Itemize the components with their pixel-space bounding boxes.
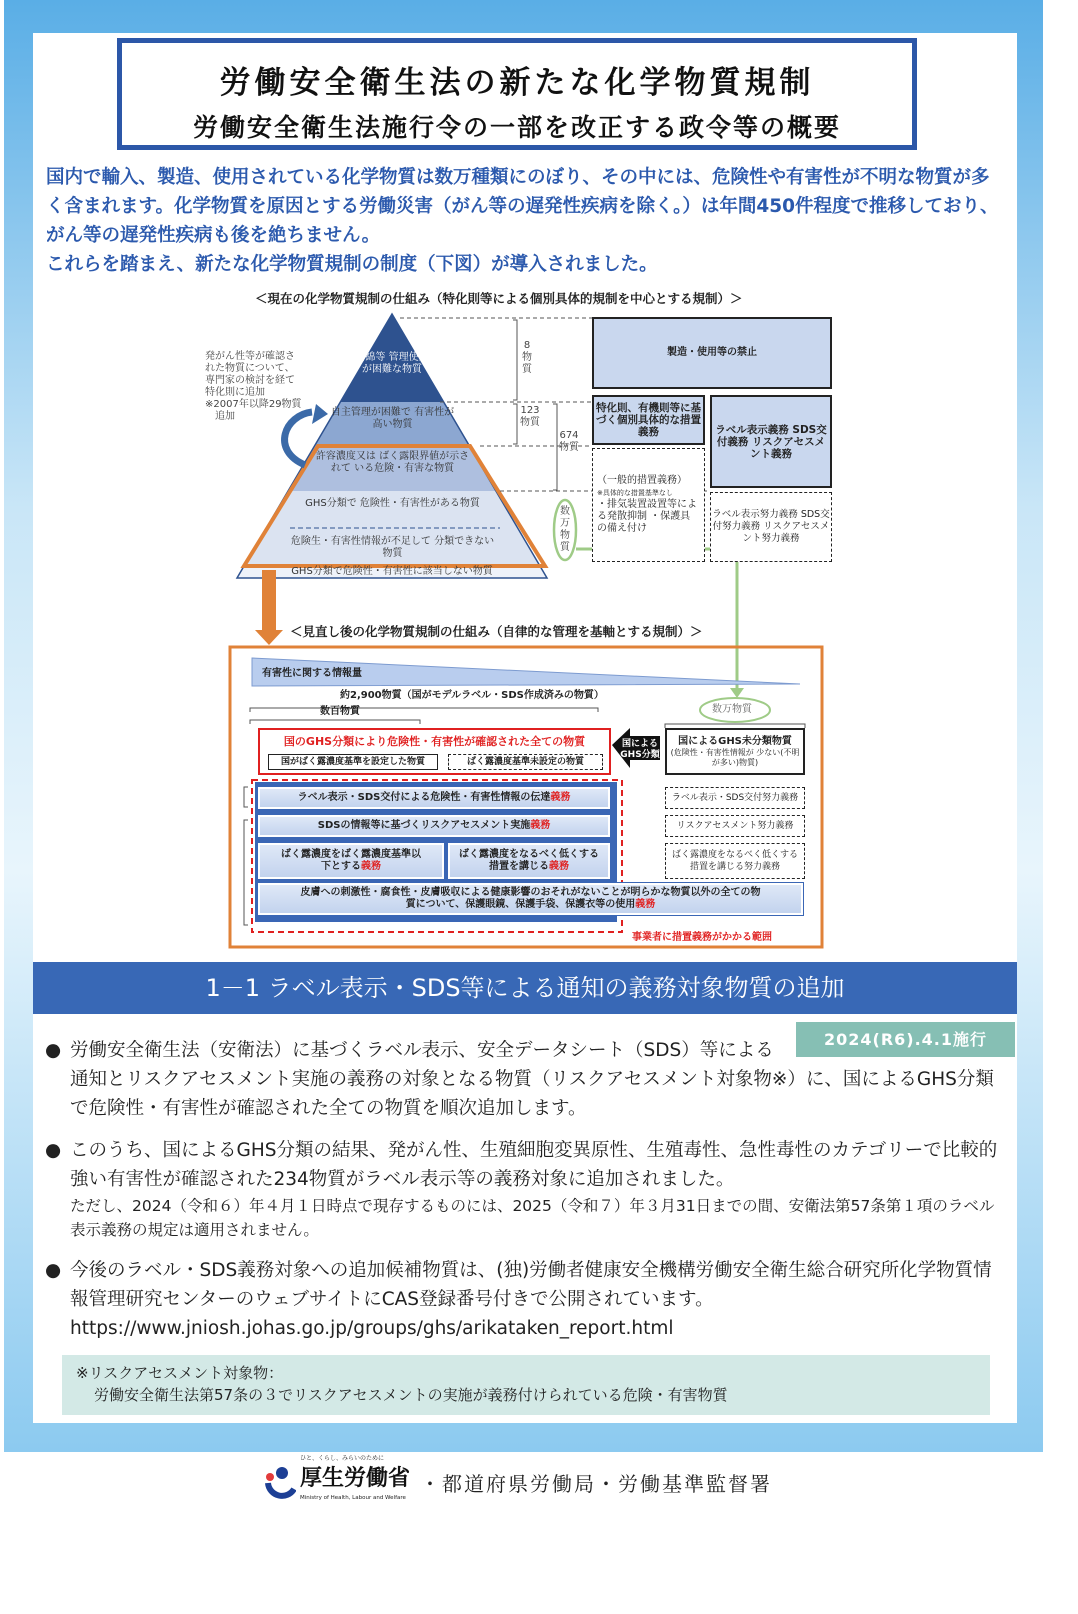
effort-exposure: ばく露濃度をなるべく低くする措置を講じる努力義務 (665, 843, 805, 879)
count-674: 674物質 (559, 430, 579, 453)
info-amount-label: 有害性に関する情報量 (262, 668, 362, 679)
note-line: れた物質について、 (205, 363, 295, 374)
note-line: 発がん性等が確認さ (205, 351, 295, 362)
footer-tagline: ひと、くらし、みらいのために (300, 1455, 385, 1462)
pyramid-label-3: 許容濃度又は ばく露限界値が示されて いる危険・有害な物質 (315, 451, 470, 474)
pyramid-label-4: GHS分類で 危険性・有害性がある物質 (305, 498, 480, 509)
duty-text: SDSの情報等に基づくリスクアセスメント実施 (317, 820, 531, 831)
main-title: 労働安全衛生法の新たな化学物質規制 (219, 65, 815, 101)
pyramid-label-6: GHS分類で危険性・有害性に該当しない物質 (291, 566, 493, 577)
jniosh-link[interactable]: https://www.jniosh.johas.go.jp/groups/ghs/arikataken_report.html (70, 1318, 674, 1339)
label-duty-box: ラベル表示義務 SDS交付義務 リスクアセスメント義務 (710, 395, 832, 488)
effort-communication: ラベル表示・SDS交付努力義務 (665, 787, 805, 809)
specific-measures-box: 特化則、有機則等に基づく個別具体的な措置義務 (592, 395, 705, 445)
count-many: 数万物質 (560, 506, 570, 553)
pyramid-label-1: 石綿等 管理使用 が困難な物質 (355, 352, 429, 375)
duty-red: 義務 (550, 792, 571, 803)
ministry-en: Ministry of Health, Labour and Welfare (300, 1495, 406, 1501)
down-arrow (255, 630, 283, 645)
effective-date-badge: 2024(R6).4.1施行 (796, 1022, 1015, 1057)
approx-2900: 約2,900物質（国がモデルラベル・SDS作成済みの物質） (340, 690, 604, 701)
ghs-confirmed-box (258, 728, 611, 775)
ghs-confirmed-label: 国のGHS分類により危険性・有害性が確認された全ての物質 (283, 735, 586, 748)
unclassified-sub: (危険性・有害性情報が 少ない(不明が多い)物質) (670, 747, 800, 767)
footnote-body: 労働安全衛生法第57条の３でリスクアセスメントの実施が義務付けられている危険・有害物質 (94, 1386, 728, 1404)
general-note: ※具体的な措置基準なし (597, 489, 673, 497)
sub-title: 労働安全衛生法施行令の一部を改正する政令等の概要 (192, 113, 841, 142)
note-line: 専門家の検討を経て (205, 375, 295, 386)
bullet-item (45, 1136, 1005, 1242)
intro-paragraph: 国内で輸入、製造、使用されている化学物質は数万種類にのぼり、その中には、危険性や有害性が不明な物質が多く含まれます。化学物質を原因とする労働災害（がん等の遅発性疾病を除く。）は年間450件程度で推移しており、がん等の遅発性疾病も後を絶ちません。 (46, 167, 999, 246)
duty-risk-assessment (258, 815, 610, 837)
footnote-title: ※リスクアセスメント対象物： (76, 1364, 284, 1382)
ministry-name: 厚生労働省 (300, 1466, 411, 1491)
unclassified-title: 国によるGHS未分類物質 (678, 735, 792, 747)
ghs-arrow-label: 国による GHS分類 (620, 739, 660, 760)
bullet-item (45, 1036, 1005, 1123)
duty-red: 義務 (530, 820, 551, 831)
bullet-text: このうち、国によるGHS分類の結果、発がん性、生殖細胞変異原性、生殖毒性、急性毒性のカテゴリーで比較的強い有害性が確認された234物質がラベル表示等の義務対象に追加されました。 (70, 1140, 998, 1190)
duty-text: ばく露濃度をばく露濃度基準以下とする (281, 849, 421, 872)
note-line: 追加 (205, 411, 235, 422)
bullet-text: 労働安全衛生法（安衛法）に基づくラベル表示、安全データシート（SDS）等による通知とリスクアセスメント実施の義務の対象となる物質（リスクアセスメント対象物※）に、国によるGHS分類で危険性・有害性が確認された全ての物質を順次追加します。 (70, 1040, 994, 1119)
bullet-subtext: ただし、2024（令和６）年４月１日時点で現存するものには、2025（令和７）年３月31日までの間、安衛法第57条第１項のラベル表示義務の規定は適用されません。 (70, 1197, 995, 1239)
effort-box: ラベル表示努力義務 SDS交付努力義務 リスクアセスメント努力義務 (710, 492, 832, 562)
many-label: 数万物質 (712, 704, 752, 715)
count-123: 123物質 (520, 405, 540, 428)
duty-exposure-standard (258, 843, 444, 879)
intro-paragraph: これらを踏まえ、新たな化学物質規制の制度（下図）が導入されました。 (46, 254, 658, 275)
general-measures-box (592, 448, 705, 562)
duty-red: 義務 (635, 899, 656, 910)
general-items: ・排気装置設置等による発散抑制 ・保護具の備え付け (597, 499, 697, 534)
count-8: 8物質 (522, 340, 532, 375)
duty-text: ばく露濃度をなるべく低くする措置を講じる (459, 849, 599, 872)
footer (260, 1455, 820, 1515)
duty-red: 義務 (361, 861, 381, 872)
current-caption: ＜現在の化学物質規制の仕組み（特化則等による個別具体的規制を中心とする規制）＞ (255, 291, 743, 306)
hundreds-label: 数百物質 (320, 706, 360, 717)
green-connector (576, 549, 737, 690)
ban-box: 製造・使用等の禁止 (592, 317, 832, 389)
without-standard-box: ばく露濃度基準未設定の物質 (448, 754, 603, 770)
mhlw-logo-icon (260, 1463, 296, 1499)
footer-offices: ・都道府県労働局・労働基準監督署 (420, 1472, 772, 1496)
general-title: （一般的措置義務） (597, 475, 687, 486)
note-line: 特化則に追加 (205, 387, 265, 398)
footnote-box (62, 1355, 990, 1415)
duty-communication (258, 787, 610, 809)
effort-risk-assessment: リスクアセスメント努力義務 (665, 815, 805, 837)
scope-label: 事業者に措置義務がかかる範囲 (632, 932, 772, 943)
bullet-icon: ● (45, 1040, 62, 1061)
badge-spacer (780, 1036, 1005, 1065)
duty-exposure-minimize (448, 843, 610, 879)
section-header: 1－1 ラベル表示・SDS等による通知の義務対象物質の追加 (33, 962, 1017, 1014)
duty-protective-gear (258, 883, 803, 915)
pyramid-label-5: 危険生・有害性情報が不足して 分類できない物質 (290, 536, 495, 559)
new-caption: ＜見直し後の化学物質規制の仕組み（自律的な管理を基軸とする規制）＞ (290, 624, 703, 639)
pyramid-label-2: 自主管理が困難で 有害性が高い物質 (330, 407, 455, 430)
note-line: ※2007年以降29物質 (205, 399, 302, 410)
side-note (205, 351, 302, 423)
duty-text: ラベル表示・SDS交付による危険性・有害性情報の伝達 (297, 792, 551, 803)
bullet-item (45, 1256, 1005, 1343)
bullet-text: 今後のラベル・SDS義務対象への追加候補物質は、(独)労働者健康安全機構労働安全衛生総合研究所化学物質情報管理研究センターのウェブサイトにCAS登録番号付きで公開されています。 (70, 1260, 992, 1310)
bullet-icon: ● (45, 1260, 62, 1281)
bullet-body (70, 1036, 1005, 1123)
duty-text: 皮膚への刺激性・腐食性・皮膚吸収による健康影響のおそれがないことが明らかな物質以外の全ての物質について、保護眼鏡、保護手袋、保護衣等の使用 (300, 887, 761, 910)
unclassified-box (665, 728, 805, 775)
duty-red: 義務 (549, 861, 569, 872)
with-standard-box: 国がばく露濃度基準を設定した物質 (268, 754, 438, 770)
bullet-icon: ● (45, 1140, 62, 1161)
